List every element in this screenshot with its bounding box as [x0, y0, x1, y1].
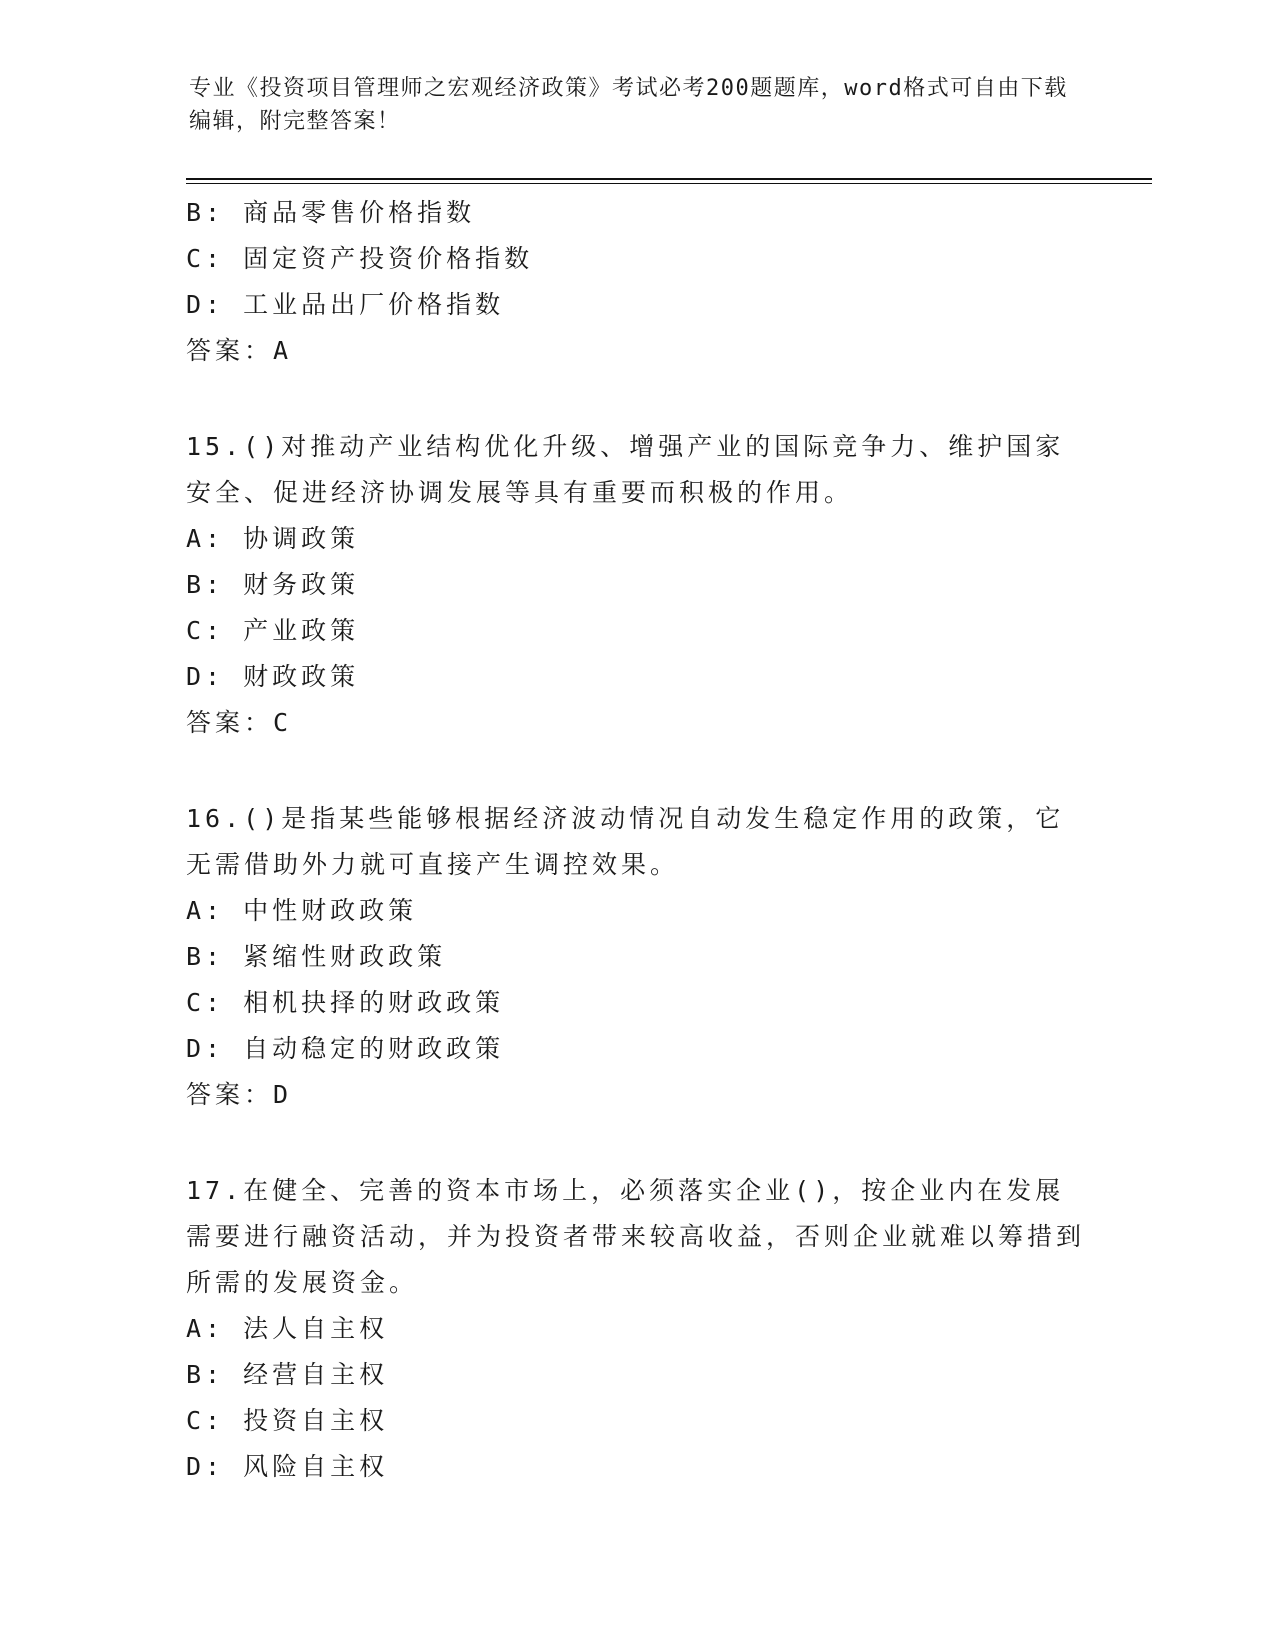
document-header: 专业《投资项目管理师之宏观经济政策》考试必考200题题库，word格式可自由下载编辑，附完整答案！ — [189, 76, 1068, 134]
option-c: C: 相机抉择的财政政策 — [186, 988, 505, 1017]
answer-line: 答案：D — [186, 1080, 293, 1109]
question-continued — [186, 190, 1086, 374]
option-c: C: 投资自主权 — [186, 1406, 389, 1435]
option-b: B: 财务政策 — [186, 570, 360, 599]
option-a: A: 协调政策 — [186, 524, 360, 553]
option-c: C: 固定资产投资价格指数 — [186, 244, 534, 273]
question-stem: 17.在健全、完善的资本市场上，必须落实企业()，按企业内在发展需要进行融资活动，并为投资者带来较高收益，否则企业就难以筹措到所需的发展资金。 — [186, 1176, 1086, 1297]
option-c: C: 产业政策 — [186, 616, 360, 645]
question-stem: 15.()对推动产业结构优化升级、增强产业的国际竞争力、维护国家安全、促进经济协调发展等具有重要而积极的作用。 — [186, 432, 1065, 507]
header-rule-thin — [186, 183, 1152, 184]
option-b: B: 经营自主权 — [186, 1360, 389, 1389]
question-list — [186, 190, 1086, 1490]
header-rule-thick — [186, 178, 1152, 180]
option-a: A: 中性财政政策 — [186, 896, 418, 925]
option-d: D: 自动稳定的财政政策 — [186, 1034, 505, 1063]
question-17 — [186, 1168, 1086, 1490]
option-d: D: 工业品出厂价格指数 — [186, 290, 505, 319]
option-b: B: 商品零售价格指数 — [186, 198, 476, 227]
option-d: D: 风险自主权 — [186, 1452, 389, 1481]
option-b: B: 紧缩性财政政策 — [186, 942, 447, 971]
question-16 — [186, 796, 1086, 1118]
option-d: D: 财政政策 — [186, 662, 360, 691]
question-15 — [186, 424, 1086, 746]
question-stem: 16.()是指某些能够根据经济波动情况自动发生稳定作用的政策，它无需借助外力就可直接产生调控效果。 — [186, 804, 1065, 879]
answer-line: 答案：C — [186, 708, 293, 737]
option-a: A: 法人自主权 — [186, 1314, 389, 1343]
answer-line: 答案：A — [186, 336, 293, 365]
